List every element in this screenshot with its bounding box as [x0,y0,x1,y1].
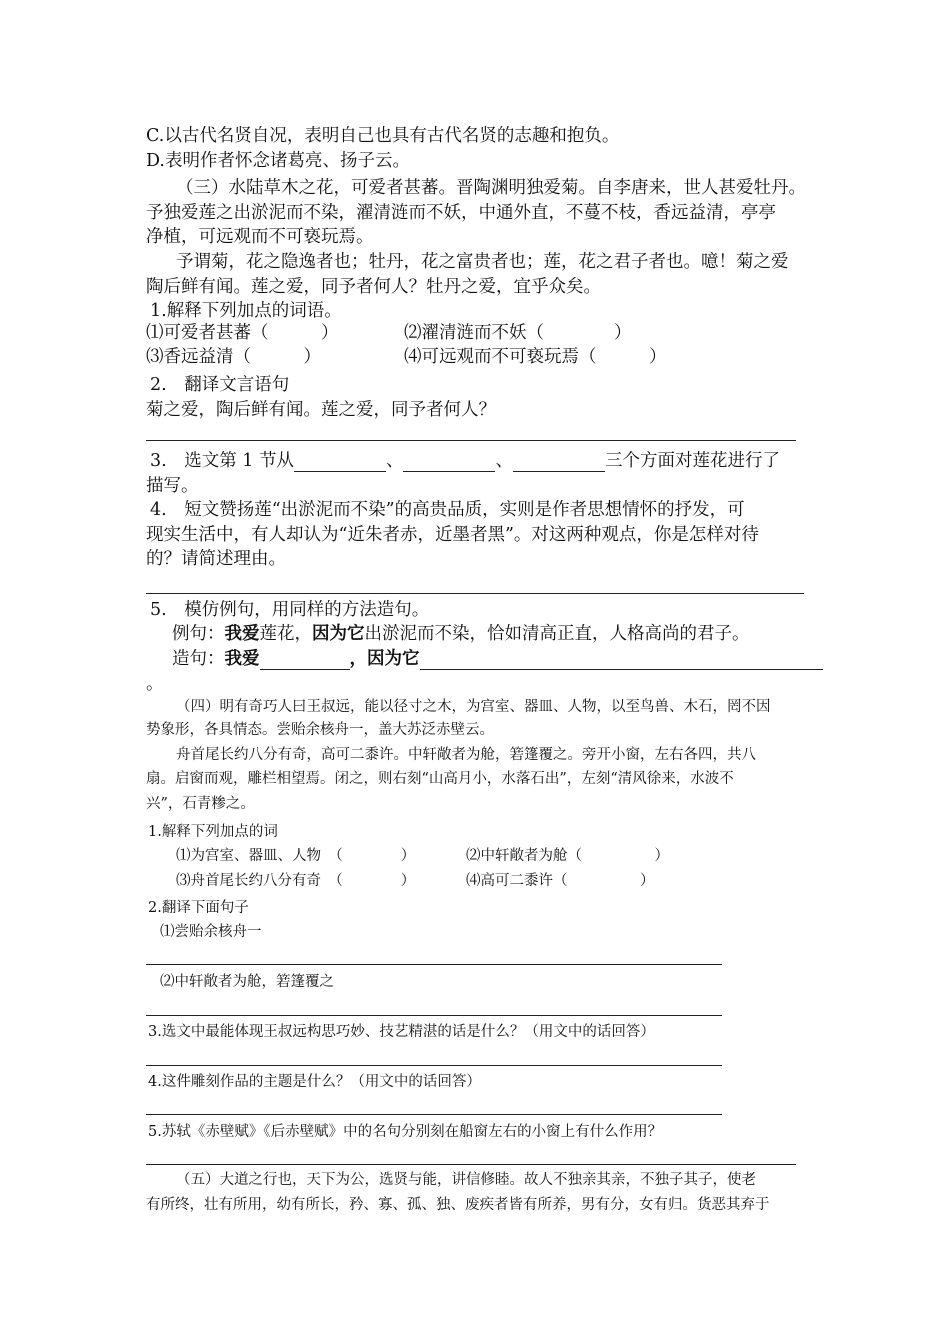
answer-line[interactable] [146,1065,722,1066]
example-bold: 我爱 [224,624,260,644]
passage3-line: 予独爱莲之出淤泥而不染，濯清涟而不妖，中通外直，不蔓不枝，香远益清，亭亭 [146,203,776,223]
option-d: D.表明作者怀念诸葛亮、扬子云。 [146,151,410,171]
question-4-line: 现实生活中，有人却认为“近朱者赤，近墨者黑”。对这两种观点，你是怎样对待 [146,525,759,545]
passage4-line: 势象形，各具情态。尝贻余核舟一，盖大苏泛赤壁云。 [146,722,494,738]
question-1a: ⑴可爱者甚蕃（ ） [146,323,339,343]
question-1-heading: 1.解释下列加点的词语。 [150,301,342,321]
make-bold: 我爱 [224,649,260,669]
answer-line[interactable] [146,1015,722,1016]
passage4-line: 兴”，石青糁之。 [146,796,255,812]
s4-question-2a: ⑴尝贻余核舟一 [160,924,262,940]
passage3-line: 予谓菊，花之隐逸者也；牡丹，花之富贵者也；莲，花之君子者也。噫！菊之爱 [176,252,789,272]
answer-blank[interactable] [513,453,605,472]
example-bold: 因为它 [312,624,365,644]
make-bold: ，因为它 [349,649,420,669]
example-label: 例句： [172,624,225,644]
question-3-text: 三个方面对莲花进行了 [604,451,780,471]
passage4-line: 舟首尾长约八分有奇，高可二黍许。中轩敞者为舱，箬篷覆之。旁开小窗，左右各四，共八 [176,747,756,763]
question-5-example [172,626,750,644]
s4-question-1d: ⑷高可二黍许（ ） [466,873,655,889]
s4-question-3: 3.选文中最能体现王叔远构思巧妙、技艺精湛的话是什么？（用文中的话回答） [148,1024,655,1040]
question-5-end: 。 [146,674,164,694]
make-label: 造句： [172,649,225,669]
example-text: 出淤泥而不染，恰如清高正直，人格高尚的君子。 [364,624,750,644]
answer-line[interactable] [146,593,804,594]
question-3-cont: 描写。 [146,476,199,496]
passage5-line: （五）大道之行也，天下为公，选贤与能，讲信修睦。故人不独亲其亲，不独子其子，使老 [176,1172,756,1188]
passage3-line: 陶后鲜有闻。莲之爱，同予者何人？牡丹之爱，宜乎众矣。 [146,277,601,297]
question-5-make [172,651,823,670]
s4-question-1-heading: 1.解释下列加点的词 [148,824,278,840]
s4-question-2-heading: 2.翻译下面句子 [148,900,249,916]
passage3-line: 净植，可远观而不可亵玩焉。 [146,227,374,247]
question-4-line: 的？请简述理由。 [146,549,286,569]
option-c: C.以古代名贤自况，表明自己也具有古代名贤的志趣和抱负。 [146,126,620,146]
answer-line[interactable] [146,964,722,965]
separator: 、 [495,451,513,471]
answer-line[interactable] [146,440,796,441]
question-1c: ⑶香远益清（ ） [146,347,321,367]
question-4-line: 4. 短文赞扬莲“出淤泥而不染”的高贵品质，实则是作者思想情怀的抒发，可 [150,500,745,520]
answer-blank[interactable] [403,453,495,472]
question-2-heading: 2. 翻译文言语句 [150,375,290,395]
answer-line[interactable] [146,1114,722,1115]
passage4-line: 扇。启窗而观，雕栏相望焉。闭之，则右刻“山高月小，水落石出”，左刻“清风徐来，水波不 [146,771,734,787]
s4-question-2b: ⑵中轩敞者为舱，箬篷覆之 [160,974,334,990]
question-2-sentence: 菊之爱，陶后鲜有闻。莲之爱，同予者何人？ [146,400,496,420]
example-text: 莲花， [259,624,312,644]
s4-question-1b: ⑵中轩敞者为舱（ ） [466,848,669,864]
question-5-heading: 5. 模仿例句，用同样的方法造句。 [150,600,430,620]
answer-blank[interactable] [420,651,823,670]
passage4-line: （四）明有奇巧人曰王叔远，能以径寸之木，为宫室、器皿、人物，以至鸟兽、木石，罔不因 [176,699,771,715]
answer-blank[interactable] [294,453,386,472]
question-1b: ⑵濯清涟而不妖（ ） [404,323,632,343]
s4-question-5: 5.苏轼《赤壁赋》《后赤壁赋》中的名句分别刻在船窗左右的小窗上有什么作用？ [148,1124,663,1140]
s4-question-1c: ⑶舟首尾长约八分有奇 （ ） [176,873,416,889]
s4-question-1a: ⑴为宫室、器皿、人物 （ ） [176,848,416,864]
answer-blank[interactable] [260,651,350,670]
passage3-line: （三）水陆草木之花，可爱者甚蕃。晋陶渊明独爱菊。自李唐来，世人甚爱牡丹。 [176,178,806,198]
question-1d: ⑷可远观而不可亵玩焉（ ） [404,347,667,367]
separator: 、 [385,451,404,471]
s4-question-4: 4.这件雕刻作品的主题是什么？（用文中的话回答） [148,1074,481,1090]
question-3-text: 3. 选文第 1 节从 [150,451,294,471]
question-3 [150,453,780,472]
passage5-line: 有所终，壮有所用，幼有所长，矜、寡、孤、独、废疾者皆有所养，男有分，女有归。货恶其弃于 [146,1197,770,1213]
answer-line[interactable] [146,1164,796,1165]
